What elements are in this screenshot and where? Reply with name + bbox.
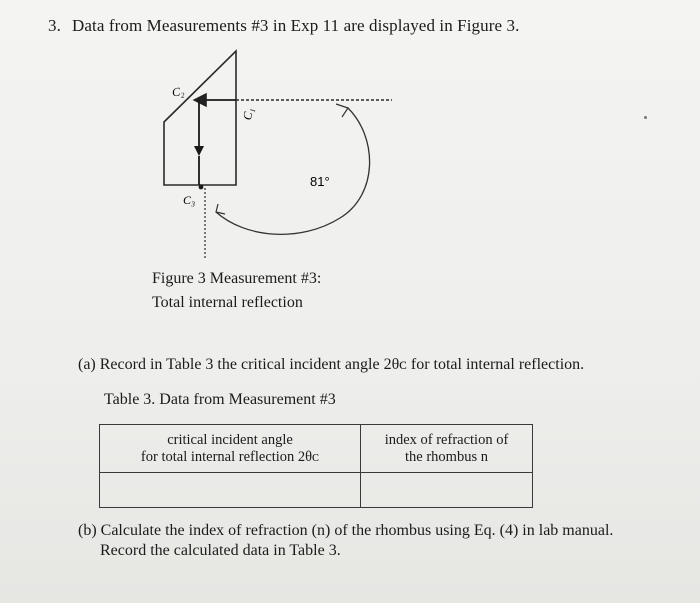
caption-line-1: Figure 3 Measurement #3: bbox=[152, 270, 322, 287]
arc-arrow-top bbox=[336, 104, 348, 117]
question-text: Data from Measurements #3 in Exp 11 are displayed in Figure 3. bbox=[72, 16, 520, 35]
speck bbox=[644, 116, 647, 119]
part-b-line-1: (b) Calculate the index of refraction (n) of the rhombus using Eq. (4) in lab manual. bbox=[78, 522, 614, 539]
label-angle: 81° bbox=[310, 174, 330, 189]
arrow-down-icon bbox=[194, 146, 204, 156]
arc-arrow-bottom bbox=[216, 204, 225, 214]
part-b-line-2: Record the calculated data in Table 3. bbox=[100, 542, 341, 559]
cell-critical-angle-value[interactable] bbox=[100, 473, 361, 508]
header-index-of-refraction: index of refraction of the rhombus n bbox=[361, 425, 533, 473]
point-c3 bbox=[199, 185, 204, 190]
part-b-text bbox=[78, 521, 613, 561]
question-number: 3. bbox=[48, 16, 61, 35]
figure-caption bbox=[152, 267, 321, 315]
label-c1: C₁ bbox=[240, 106, 256, 122]
table-header-row bbox=[100, 425, 533, 473]
label-c2: C₂ bbox=[171, 83, 186, 100]
prism-outline bbox=[164, 51, 236, 185]
part-a-text: (a) Record in Table 3 the critical incident angle 2θᴄ for total internal reflection. bbox=[78, 356, 585, 373]
header-critical-angle: critical incident angle for total internal reflection 2θᴄ bbox=[100, 425, 361, 473]
table-title: Table 3. Data from Measurement #3 bbox=[104, 391, 336, 408]
angle-arc bbox=[216, 108, 370, 234]
table-row bbox=[100, 473, 533, 508]
label-c3: C₃ bbox=[183, 193, 196, 207]
cell-index-value[interactable] bbox=[361, 473, 533, 508]
data-table bbox=[99, 424, 533, 508]
caption-line-2: Total internal reflection bbox=[152, 294, 303, 311]
